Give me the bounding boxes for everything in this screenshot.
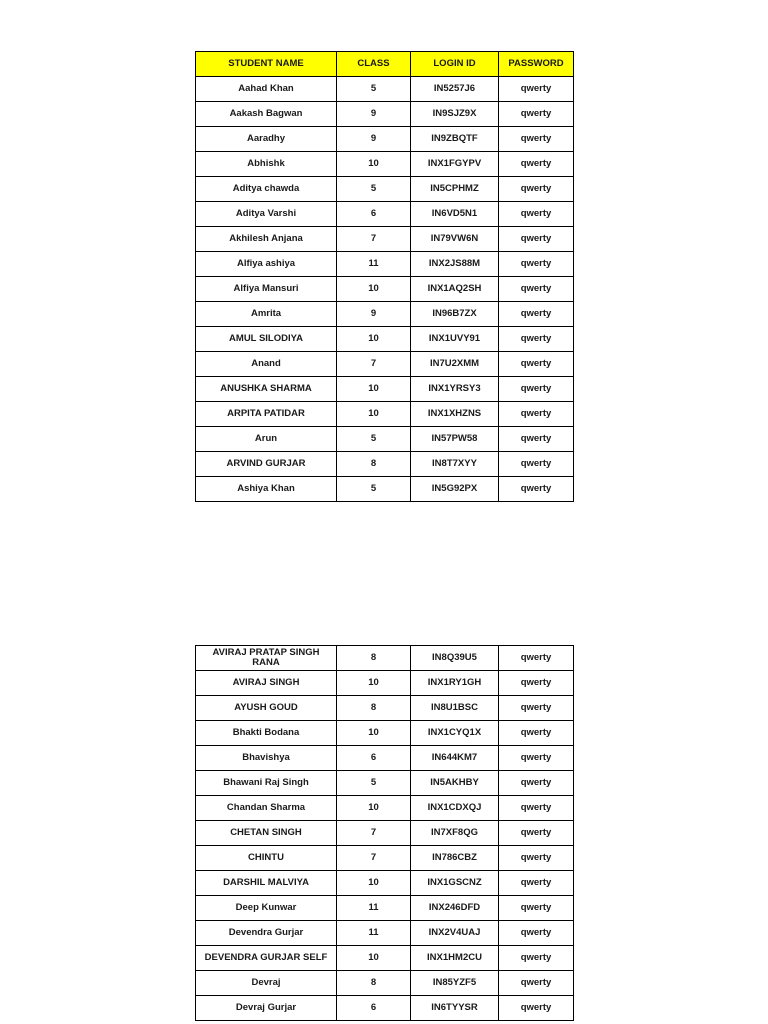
student-name-cell: Alfiya ashiya	[196, 252, 337, 277]
student-name-cell: Aditya Varshi	[196, 202, 337, 227]
header-class: CLASS	[337, 52, 411, 77]
class-cell: 10	[337, 152, 411, 177]
student-name-cell: ARVIND GURJAR	[196, 452, 337, 477]
table-row	[196, 696, 574, 721]
login-id-cell: IN5G92PX	[411, 477, 499, 502]
login-id-cell: INX2JS88M	[411, 252, 499, 277]
class-cell: 10	[337, 721, 411, 746]
table-row	[196, 402, 574, 427]
class-cell: 7	[337, 352, 411, 377]
table-row	[196, 277, 574, 302]
password-cell: qwerty	[499, 352, 574, 377]
password-cell: qwerty	[499, 846, 574, 871]
password-cell: qwerty	[499, 746, 574, 771]
class-cell: 11	[337, 896, 411, 921]
class-cell: 11	[337, 252, 411, 277]
student-name-cell: DARSHIL MALVIYA	[196, 871, 337, 896]
password-cell: qwerty	[499, 971, 574, 996]
student-login-table-top	[195, 51, 574, 502]
login-id-cell: IN786CBZ	[411, 846, 499, 871]
table-row	[196, 152, 574, 177]
login-id-cell: IN7XF8QG	[411, 821, 499, 846]
login-id-cell: IN5AKHBY	[411, 771, 499, 796]
login-id-cell: IN8U1BSC	[411, 696, 499, 721]
class-cell: 7	[337, 821, 411, 846]
header-login-id: LOGIN ID	[411, 52, 499, 77]
student-name-cell: Bhakti Bodana	[196, 721, 337, 746]
table-row	[196, 721, 574, 746]
class-cell: 10	[337, 402, 411, 427]
password-cell: qwerty	[499, 721, 574, 746]
login-id-cell: IN85YZF5	[411, 971, 499, 996]
password-cell: qwerty	[499, 327, 574, 352]
student-name-cell: CHINTU	[196, 846, 337, 871]
table-row	[196, 452, 574, 477]
student-name-cell: Devendra Gurjar	[196, 921, 337, 946]
table-row	[196, 871, 574, 896]
login-id-cell: IN9ZBQTF	[411, 127, 499, 152]
class-cell: 6	[337, 996, 411, 1021]
table-row	[196, 352, 574, 377]
password-cell: qwerty	[499, 896, 574, 921]
class-cell: 10	[337, 671, 411, 696]
class-cell: 9	[337, 102, 411, 127]
table-row	[196, 821, 574, 846]
class-cell: 5	[337, 77, 411, 102]
password-cell: qwerty	[499, 427, 574, 452]
table-row	[196, 946, 574, 971]
student-name-cell: Aakash Bagwan	[196, 102, 337, 127]
password-cell: qwerty	[499, 771, 574, 796]
login-id-cell: IN6TYYSR	[411, 996, 499, 1021]
student-name-cell: AYUSH GOUD	[196, 696, 337, 721]
student-name-cell: Akhilesh Anjana	[196, 227, 337, 252]
student-name-cell: Devraj	[196, 971, 337, 996]
password-cell: qwerty	[499, 671, 574, 696]
login-id-cell: INX1GSCNZ	[411, 871, 499, 896]
student-name-cell: Deep Kunwar	[196, 896, 337, 921]
class-cell: 7	[337, 227, 411, 252]
table-row	[196, 327, 574, 352]
password-cell: qwerty	[499, 102, 574, 127]
class-cell: 6	[337, 746, 411, 771]
password-cell: qwerty	[499, 477, 574, 502]
class-cell: 11	[337, 921, 411, 946]
login-id-cell: IN79VW6N	[411, 227, 499, 252]
student-name-cell: AVIRAJ SINGH	[196, 671, 337, 696]
password-cell: qwerty	[499, 277, 574, 302]
table-row	[196, 302, 574, 327]
student-name-cell: Anand	[196, 352, 337, 377]
class-cell: 5	[337, 771, 411, 796]
table-row	[196, 671, 574, 696]
student-name-cell: Aditya chawda	[196, 177, 337, 202]
class-cell: 6	[337, 202, 411, 227]
login-id-cell: INX1XHZNS	[411, 402, 499, 427]
class-cell: 10	[337, 327, 411, 352]
class-cell: 8	[337, 646, 411, 671]
table-row	[196, 102, 574, 127]
login-id-cell: IN6VD5N1	[411, 202, 499, 227]
student-name-cell: CHETAN SINGH	[196, 821, 337, 846]
student-name-cell: Bhavishya	[196, 746, 337, 771]
password-cell: qwerty	[499, 402, 574, 427]
login-id-cell: INX1CYQ1X	[411, 721, 499, 746]
login-id-cell: INX1RY1GH	[411, 671, 499, 696]
table-row	[196, 796, 574, 821]
class-cell: 10	[337, 871, 411, 896]
password-cell: qwerty	[499, 177, 574, 202]
table-row	[196, 646, 574, 671]
table-row	[196, 377, 574, 402]
password-cell: qwerty	[499, 377, 574, 402]
header-password: PASSWORD	[499, 52, 574, 77]
table-row	[196, 227, 574, 252]
table-row	[196, 971, 574, 996]
class-cell: 10	[337, 946, 411, 971]
table-row	[196, 771, 574, 796]
password-cell: qwerty	[499, 77, 574, 102]
password-cell: qwerty	[499, 921, 574, 946]
login-id-cell: IN8Q39U5	[411, 646, 499, 671]
login-id-cell: INX1FGYPV	[411, 152, 499, 177]
student-name-cell: Arun	[196, 427, 337, 452]
login-id-cell: INX2V4UAJ	[411, 921, 499, 946]
student-name-cell: AMUL SILODIYA	[196, 327, 337, 352]
student-name-cell: ANUSHKA SHARMA	[196, 377, 337, 402]
table-row	[196, 177, 574, 202]
student-name-cell: Devraj Gurjar	[196, 996, 337, 1021]
class-cell: 10	[337, 377, 411, 402]
class-cell: 9	[337, 127, 411, 152]
student-name-cell: Abhishk	[196, 152, 337, 177]
table-row	[196, 252, 574, 277]
login-id-cell: IN57PW58	[411, 427, 499, 452]
password-cell: qwerty	[499, 302, 574, 327]
class-cell: 5	[337, 177, 411, 202]
header-student-name: STUDENT NAME	[196, 52, 337, 77]
class-cell: 5	[337, 427, 411, 452]
table-row	[196, 921, 574, 946]
password-cell: qwerty	[499, 452, 574, 477]
password-cell: qwerty	[499, 996, 574, 1021]
class-cell: 8	[337, 971, 411, 996]
table-row	[196, 846, 574, 871]
password-cell: qwerty	[499, 821, 574, 846]
login-id-cell: IN5CPHMZ	[411, 177, 499, 202]
password-cell: qwerty	[499, 871, 574, 896]
password-cell: qwerty	[499, 202, 574, 227]
student-name-cell: DEVENDRA GURJAR SELF	[196, 946, 337, 971]
login-id-cell: INX1AQ2SH	[411, 277, 499, 302]
table-row	[196, 896, 574, 921]
password-cell: qwerty	[499, 796, 574, 821]
student-name-cell: ARPITA PATIDAR	[196, 402, 337, 427]
student-name-cell: Chandan Sharma	[196, 796, 337, 821]
login-id-cell: INX1UVY91	[411, 327, 499, 352]
table-row	[196, 202, 574, 227]
student-name-cell: Alfiya Mansuri	[196, 277, 337, 302]
class-cell: 5	[337, 477, 411, 502]
login-id-cell: INX1CDXQJ	[411, 796, 499, 821]
student-name-cell: Amrita	[196, 302, 337, 327]
password-cell: qwerty	[499, 646, 574, 671]
student-login-table-bottom	[195, 645, 574, 1021]
login-id-cell: INX1YRSY3	[411, 377, 499, 402]
login-id-cell: IN644KM7	[411, 746, 499, 771]
table-row	[196, 996, 574, 1021]
class-cell: 9	[337, 302, 411, 327]
login-id-cell: INX246DFD	[411, 896, 499, 921]
login-id-cell: IN9SJZ9X	[411, 102, 499, 127]
table-row	[196, 427, 574, 452]
login-id-cell: INX1HM2CU	[411, 946, 499, 971]
password-cell: qwerty	[499, 946, 574, 971]
student-name-cell: Aahad Khan	[196, 77, 337, 102]
student-name-cell: AVIRAJ PRATAP SINGH RANA	[196, 646, 337, 671]
class-cell: 8	[337, 696, 411, 721]
password-cell: qwerty	[499, 127, 574, 152]
header-row	[196, 52, 574, 77]
password-cell: qwerty	[499, 696, 574, 721]
student-name-cell: Aaradhy	[196, 127, 337, 152]
login-id-cell: IN96B7ZX	[411, 302, 499, 327]
student-name-cell: Ashiya Khan	[196, 477, 337, 502]
password-cell: qwerty	[499, 227, 574, 252]
class-cell: 7	[337, 846, 411, 871]
student-name-cell: Bhawani Raj Singh	[196, 771, 337, 796]
class-cell: 10	[337, 796, 411, 821]
login-id-cell: IN5257J6	[411, 77, 499, 102]
login-id-cell: IN7U2XMM	[411, 352, 499, 377]
class-cell: 8	[337, 452, 411, 477]
table-row	[196, 77, 574, 102]
class-cell: 10	[337, 277, 411, 302]
login-id-cell: IN8T7XYY	[411, 452, 499, 477]
password-cell: qwerty	[499, 252, 574, 277]
password-cell: qwerty	[499, 152, 574, 177]
table-row	[196, 477, 574, 502]
table-row	[196, 127, 574, 152]
table-row	[196, 746, 574, 771]
